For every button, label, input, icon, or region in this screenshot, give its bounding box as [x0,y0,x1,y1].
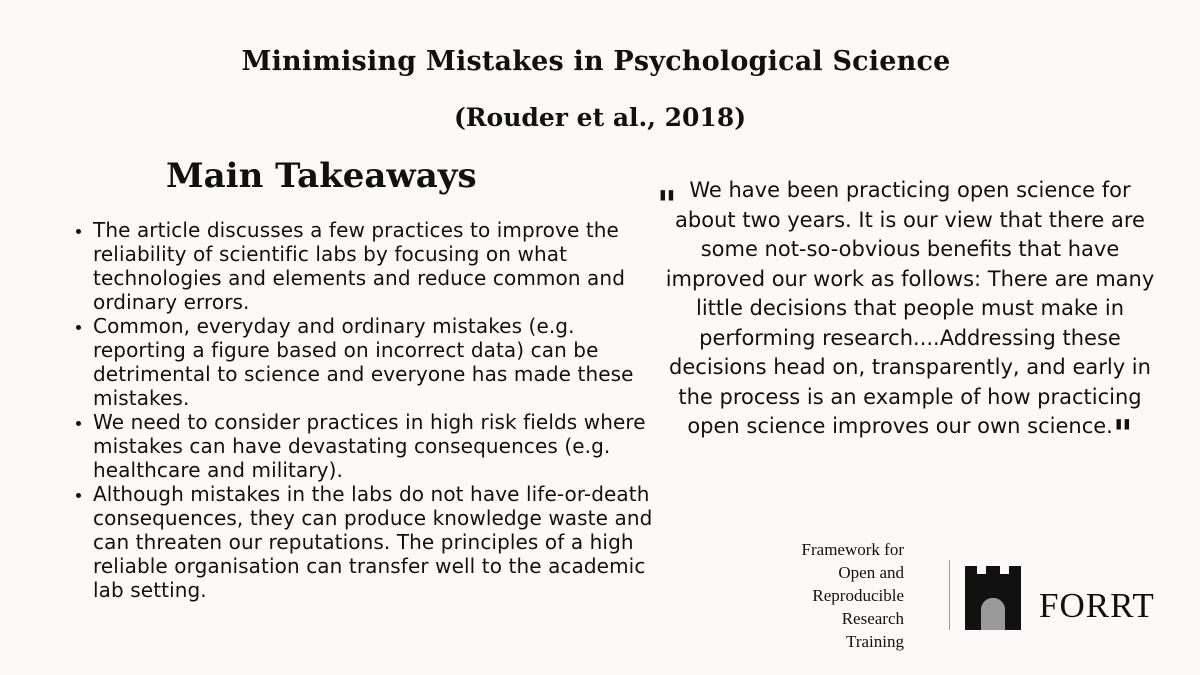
forrt-description-line: Framework for [801,540,904,559]
forrt-description [780,538,904,653]
takeaways-list [68,218,669,602]
forrt-branding [780,538,1180,660]
forrt-wordmark: FORRT [1039,586,1155,625]
close-quote-mark: " [1112,411,1133,456]
takeaway-item: • Common, everyday and ordinary mistakes (e.g. reporting a figure based on incorrect data) can be detrimental to science and everyone has made these mistakes. [93,314,669,410]
takeaway-item: • Although mistakes in the labs do not have life-or-death consequences, they can produce knowledge waste and can threaten our reputations. The principles of a high reliable organisation can transfer well to the academic lab setting. [93,482,669,602]
takeaways-heading: Main Takeaways [166,156,477,196]
open-quote-mark: " [657,182,677,227]
page-subtitle-citation: (Rouder et al., 2018) [453,103,747,132]
forrt-description-line: Open and [838,563,904,582]
forrt-description-line: Training [846,632,904,651]
castle-tower-icon [963,566,1023,635]
takeaway-item: • We need to consider practices in high risk fields where mistakes can have devastating consequences (e.g. healthcare and military). [93,410,669,482]
forrt-description-line: Research [841,609,904,628]
forrt-divider [949,560,950,630]
takeaway-item: • The article discusses a few practices to improve the reliability of scientific labs by focusing on what technologies and elements and reduce common and ordinary errors. [93,218,669,314]
page-title: Minimising Mistakes in Psychological Science [241,46,951,77]
forrt-description-line: Reproducible [812,586,904,605]
quote-block [657,176,1155,456]
quote-text: We have been practicing open science for about two years. It is our view that there are some not-so-obvious benefits that have improved our work as follows: There are many little decisions that people must make in performing research....Addressing these decisions head on, transparently, and early in the process is an example of how practicing open science improves our own science. [665,178,1155,438]
